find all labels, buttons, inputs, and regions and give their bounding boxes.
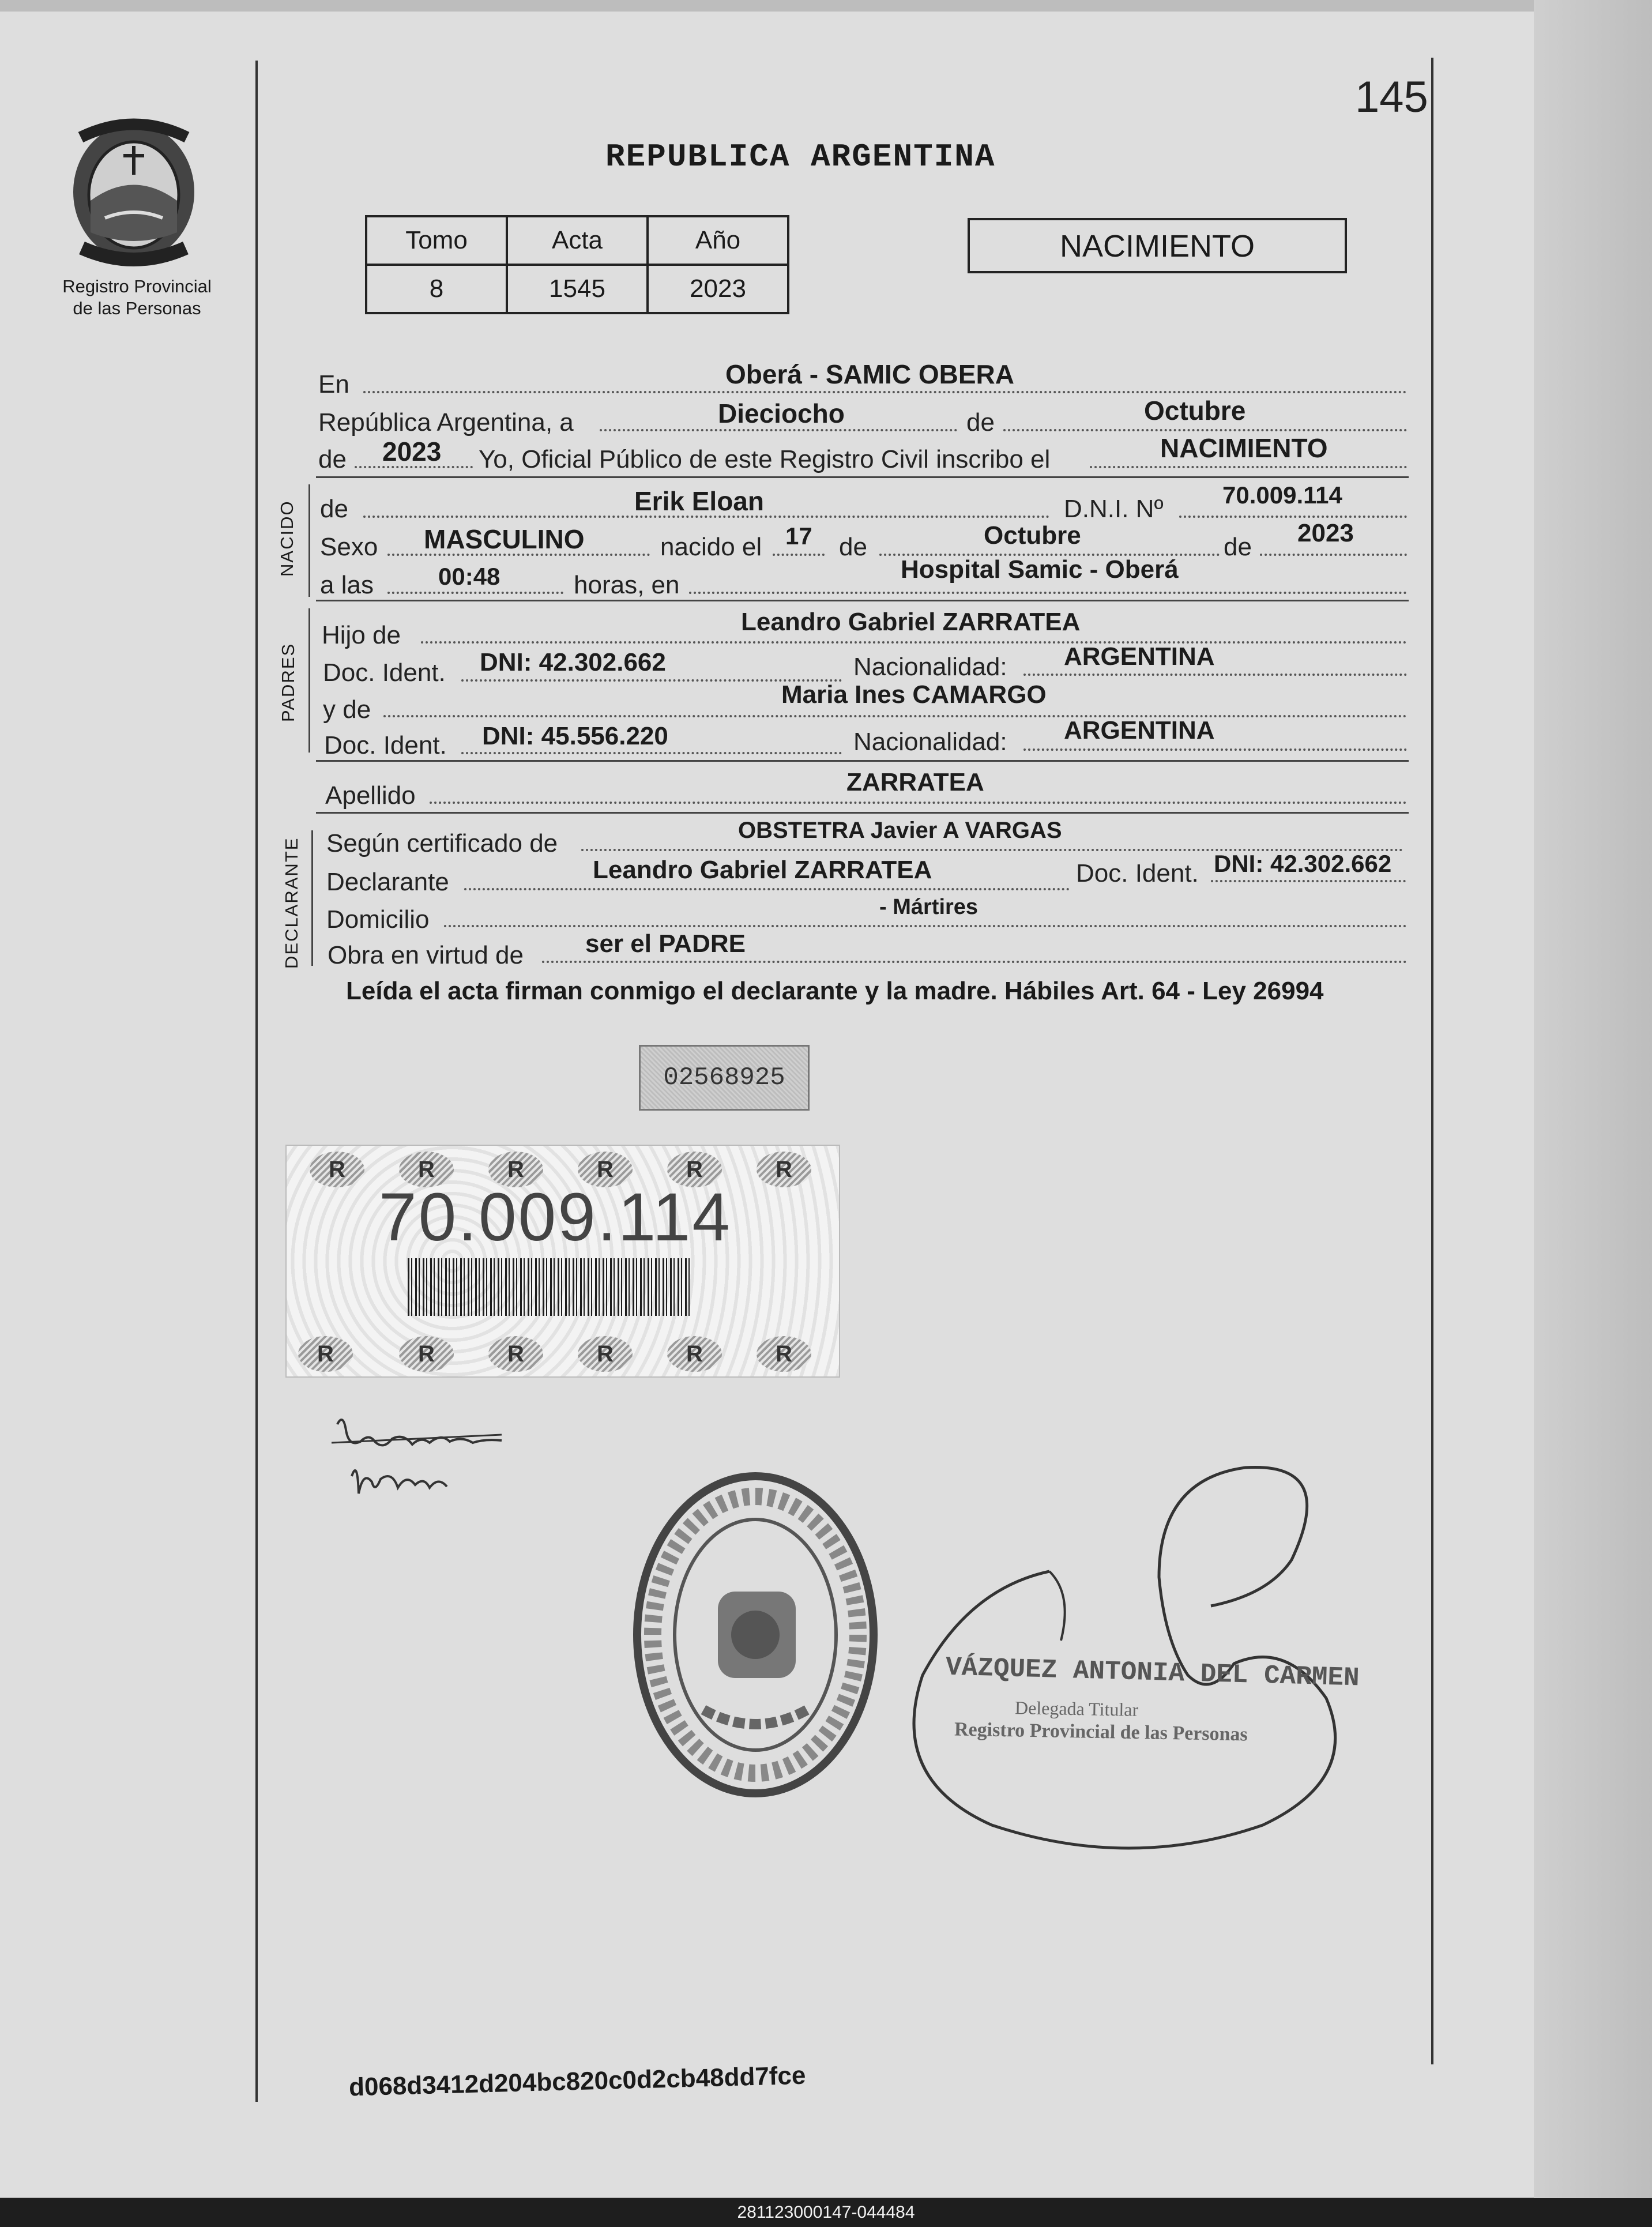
label-a-las: a las bbox=[320, 571, 374, 599]
label-de: de bbox=[966, 408, 995, 437]
dotted-line bbox=[464, 888, 1070, 890]
label-en: En bbox=[318, 370, 349, 398]
tomo-value: 8 bbox=[366, 265, 507, 313]
label-yo-oficial: Yo, Oficial Público de este Registro Civil inscribo el bbox=[479, 445, 1051, 473]
lugar-nac-value: Hospital Samic - Oberá bbox=[901, 555, 1179, 584]
label-republica: República Argentina, a bbox=[318, 408, 574, 437]
label-doc-ident-madre: Doc. Ident. bbox=[324, 731, 447, 759]
mes-nac-value: Octubre bbox=[984, 521, 1081, 550]
dotted-line bbox=[1211, 880, 1406, 882]
nacido-bracket bbox=[308, 484, 310, 597]
renaper-logo-icon: R bbox=[667, 1336, 722, 1372]
registry-line-1: Registro Provincial bbox=[62, 276, 212, 296]
document-hash: d068d3412d204bc820c0d2cb48dd7fce bbox=[348, 2061, 806, 2102]
closing-statement: Leída el acta firman conmigo el declarante y la madre. Hábiles Art. 64 - Ley 26994 bbox=[346, 977, 1324, 1005]
official-role: Delegada Titular bbox=[1014, 1697, 1139, 1720]
label-declarante: Declarante bbox=[326, 868, 449, 896]
domicilio-value: - Mártires bbox=[879, 895, 979, 919]
renaper-logo-icon: R bbox=[310, 1152, 364, 1187]
label-y-de: y de bbox=[323, 695, 371, 724]
label-segun-certificado: Según certificado de bbox=[326, 829, 558, 857]
dotted-line bbox=[689, 592, 1407, 594]
label-dni: D.N.I. Nº bbox=[1064, 495, 1164, 523]
dotted-line bbox=[444, 925, 1407, 927]
label-de-mes: de bbox=[839, 533, 867, 561]
dotted-line bbox=[1090, 466, 1407, 468]
apellido-value: ZARRATEA bbox=[846, 768, 984, 796]
lugar-value: Oberá - SAMIC OBERA bbox=[725, 359, 1014, 389]
acta-value: 1545 bbox=[507, 265, 648, 313]
anio-acta-value: 2023 bbox=[382, 437, 442, 467]
misiones-emblem-icon bbox=[65, 114, 203, 270]
label-doc-ident-declarante: Doc. Ident. bbox=[1076, 859, 1199, 887]
declarante-bracket bbox=[311, 830, 313, 966]
dotted-line bbox=[1003, 429, 1407, 431]
label-de-year: de bbox=[318, 445, 347, 473]
volume-table bbox=[365, 215, 789, 314]
madre-nac-value: ARGENTINA bbox=[1064, 716, 1215, 744]
section-divider bbox=[316, 600, 1409, 601]
obra-value: ser el PADRE bbox=[585, 930, 746, 958]
official-seal-icon bbox=[631, 1468, 882, 1802]
section-divider bbox=[316, 812, 1409, 814]
certificado-value: OBSTETRA Javier A VARGAS bbox=[738, 818, 1062, 843]
dni-sticker bbox=[285, 1145, 840, 1378]
dotted-line bbox=[461, 752, 842, 754]
dotted-line bbox=[1023, 748, 1407, 751]
section-label-declarante: DECLARANTE bbox=[281, 837, 302, 969]
renaper-logo-icon: R bbox=[757, 1152, 811, 1187]
dotted-line bbox=[1023, 674, 1407, 676]
dotted-line bbox=[383, 715, 1407, 717]
dotted-line bbox=[542, 961, 1407, 963]
official-name: VÁZQUEZ ANTONIA DEL CARMEN bbox=[945, 1652, 1360, 1694]
section-divider bbox=[316, 476, 1409, 478]
footer-code: 281123000147-044484 bbox=[737, 2203, 915, 2222]
dni-value: 70.009.114 bbox=[1222, 481, 1342, 509]
page-number: 145 bbox=[1355, 73, 1428, 122]
label-hijo-de: Hijo de bbox=[322, 621, 401, 649]
label-nacionalidad-padre: Nacionalidad: bbox=[853, 653, 1007, 681]
renaper-logo-icon: R bbox=[488, 1152, 543, 1187]
dotted-line bbox=[1260, 554, 1407, 556]
anio-value: 2023 bbox=[648, 265, 788, 313]
dotted-line bbox=[1179, 516, 1407, 518]
dotted-line bbox=[600, 429, 957, 431]
renaper-logo-icon: R bbox=[399, 1152, 454, 1187]
mes-acta-value: Octubre bbox=[1144, 396, 1246, 426]
renaper-logo-icon: R bbox=[578, 1336, 633, 1372]
sexo-value: MASCULINO bbox=[424, 524, 585, 554]
official-office: Registro Provincial de las Personas bbox=[954, 1718, 1248, 1746]
renaper-logo-icon: R bbox=[399, 1336, 454, 1372]
registry-name bbox=[52, 276, 222, 319]
renaper-logo-icon: R bbox=[667, 1152, 722, 1187]
registry-line-2: de las Personas bbox=[73, 298, 201, 318]
padre-nac-value: ARGENTINA bbox=[1064, 642, 1215, 671]
label-horas-en: horas, en bbox=[574, 571, 680, 599]
label-apellido: Apellido bbox=[325, 781, 416, 810]
label-nacionalidad-madre: Nacionalidad: bbox=[853, 728, 1007, 756]
tipo-acta-value: NACIMIENTO bbox=[1160, 433, 1328, 463]
padres-bracket bbox=[308, 608, 310, 753]
renaper-logo-icon: R bbox=[757, 1336, 811, 1372]
background-shade bbox=[1534, 0, 1652, 2198]
section-divider bbox=[316, 760, 1409, 762]
label-obra-en-virtud: Obra en virtud de bbox=[328, 941, 524, 969]
padre-value: Leandro Gabriel ZARRATEA bbox=[741, 608, 1081, 636]
renaper-logo-icon: R bbox=[298, 1336, 353, 1372]
label-nacido-el: nacido el bbox=[660, 533, 762, 561]
dotted-line bbox=[421, 641, 1407, 644]
dia-nac-value: 17 bbox=[785, 522, 812, 550]
label-doc-ident-padre: Doc. Ident. bbox=[323, 659, 446, 687]
serial-sticker: 02568925 bbox=[639, 1045, 810, 1111]
declarante-doc-value: DNI: 42.302.662 bbox=[1214, 850, 1392, 877]
label-de-nombre: de bbox=[320, 495, 348, 523]
declarante-value: Leandro Gabriel ZARRATEA bbox=[593, 856, 932, 884]
right-margin-line bbox=[1431, 58, 1433, 2064]
renaper-logo-icon: R bbox=[578, 1152, 633, 1187]
sticker-dni-number: 70.009.114 bbox=[379, 1179, 732, 1255]
dotted-line bbox=[363, 391, 1407, 393]
madre-value: Maria Ines CAMARGO bbox=[781, 680, 1047, 709]
anio-header: Año bbox=[648, 216, 788, 265]
nombre-value: Erik Eloan bbox=[634, 486, 764, 516]
declarante-signature-icon bbox=[329, 1407, 513, 1517]
document-title: REPUBLICA ARGENTINA bbox=[605, 138, 996, 175]
dotted-line bbox=[773, 554, 825, 556]
hora-value: 00:48 bbox=[438, 563, 501, 590]
barcode-icon bbox=[408, 1258, 690, 1316]
label-domicilio: Domicilio bbox=[326, 905, 430, 934]
padre-doc-value: DNI: 42.302.662 bbox=[480, 648, 666, 676]
section-label-padres: PADRES bbox=[278, 642, 298, 722]
dotted-line bbox=[430, 802, 1407, 804]
left-margin-line bbox=[255, 61, 258, 2102]
tomo-header: Tomo bbox=[366, 216, 507, 265]
act-type-box: NACIMIENTO bbox=[968, 218, 1347, 273]
madre-doc-value: DNI: 45.556.220 bbox=[482, 722, 668, 750]
section-label-nacido: NACIDO bbox=[277, 500, 297, 577]
dia-acta-value: Dieciocho bbox=[718, 398, 845, 428]
label-sexo: Sexo bbox=[320, 533, 378, 561]
renaper-logo-icon: R bbox=[488, 1336, 543, 1372]
anio-nac-value: 2023 bbox=[1297, 519, 1354, 547]
label-de-anio: de bbox=[1224, 533, 1252, 561]
dotted-line bbox=[387, 592, 563, 594]
acta-header: Acta bbox=[507, 216, 648, 265]
